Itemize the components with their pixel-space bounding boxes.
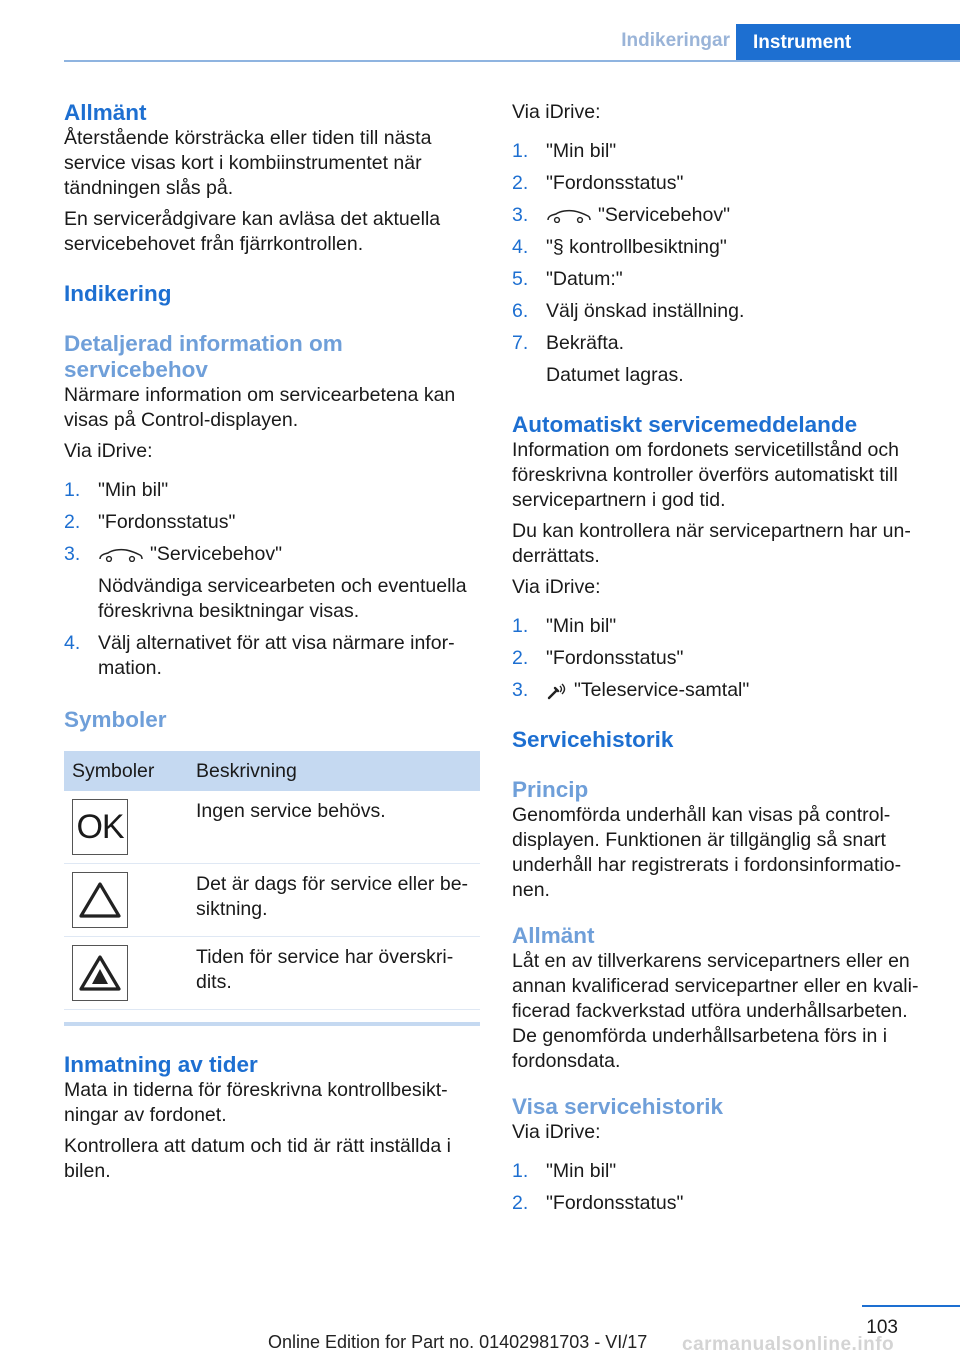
step-text: "Min bil" — [98, 479, 169, 501]
list-item — [512, 171, 930, 196]
header-divider — [64, 60, 960, 62]
header-section: Indikeringar — [621, 30, 730, 51]
step-text: "§ kontrollbesiktning" — [546, 236, 727, 258]
step-text: Bekräfta. — [546, 332, 625, 354]
paragraph: Mata in tiderna för föreskrivna kontrollbesiktningar av fordonet. — [64, 1079, 448, 1126]
footer-divider — [862, 1305, 960, 1307]
list-item — [64, 510, 482, 535]
step-subtext: Datumet lagras. — [546, 364, 684, 386]
via-idrive: Via iDrive: — [512, 1121, 601, 1143]
step-text: "Min bil" — [546, 140, 617, 162]
paragraph: Genomförda underhåll kan visas på control-displayen. Funktionen är tillgänglig så snart underhåll har registrerats i fordonsinformationen. — [512, 804, 902, 901]
heading-detaljerad: Detaljerad information om servicebehov — [64, 331, 343, 382]
paragraph: Du kan kontrollera när servicepartnern har underrättats. — [512, 520, 911, 567]
list-item — [64, 542, 482, 624]
step-number: 3. — [512, 204, 529, 226]
step-text: "Min bil" — [546, 1160, 617, 1182]
table-cell: Ingen service behövs. — [188, 791, 480, 864]
teleservice-icon — [546, 682, 568, 700]
edition-text: Online Edition for Part no. 01402981703 - VI/17 — [268, 1332, 648, 1352]
step-list — [512, 614, 930, 703]
list-item — [512, 235, 930, 260]
step-number: 2. — [512, 647, 529, 669]
table-cell: Det är dags för service eller besiktning. — [188, 864, 480, 937]
step-text: "Fordonsstatus" — [98, 511, 236, 533]
step-text: "Servicebehov" — [598, 204, 730, 226]
step-number: 2. — [512, 1192, 529, 1214]
table-row — [64, 791, 480, 864]
via-idrive: Via iDrive: — [512, 101, 601, 123]
header-chapter-tab: Instrument — [736, 24, 960, 62]
paragraph: Information om fordonets servicetillstånd och föreskrivna kontroller överförs automatiskt till servicepartnern i god tid. — [512, 439, 899, 511]
list-item — [512, 203, 930, 228]
step-number: 7. — [512, 332, 529, 354]
step-text: "Fordonsstatus" — [546, 172, 684, 194]
step-number: 5. — [512, 268, 529, 290]
list-item — [512, 678, 930, 703]
list-item — [512, 1191, 930, 1216]
step-list — [512, 1159, 930, 1216]
step-text: Välj alternativet för att visa närmare information. — [98, 632, 455, 679]
step-number: 1. — [512, 1160, 529, 1182]
step-text: Välj önskad inställning. — [546, 300, 745, 322]
step-subtext: Nödvändiga servicearbeten och eventuella föreskrivna besiktningar visas. — [98, 575, 467, 622]
right-column — [512, 100, 930, 1223]
list-item — [512, 614, 930, 639]
overdue-triangle-icon — [72, 945, 128, 1001]
paragraph: En servicerådgivare kan avläsa det aktuella servicebehovet från fjärrkontrollen. — [64, 208, 441, 255]
left-column — [64, 100, 482, 1190]
heading-symboler: Symboler — [64, 707, 167, 732]
heading-servicehistorik: Servicehistorik — [512, 727, 674, 752]
step-text: "Fordonsstatus" — [546, 1192, 684, 1214]
table-cell: Tiden för service har överskridits. — [188, 937, 480, 1010]
ok-symbol: OK — [72, 799, 128, 855]
step-number: 4. — [64, 632, 81, 654]
heading-automatiskt: Automatiskt servicemeddelande — [512, 412, 858, 437]
symbol-table — [64, 751, 480, 1010]
heading-princip: Princip — [512, 777, 589, 802]
table-row — [64, 864, 480, 937]
step-list — [512, 139, 930, 388]
step-list — [64, 478, 482, 681]
step-number: 1. — [512, 140, 529, 162]
step-number: 2. — [512, 172, 529, 194]
list-item — [512, 139, 930, 164]
step-number: 4. — [512, 236, 529, 258]
paragraph: Låt en av tillverkarens servicepartners eller en annan kvalificerad servicepartner eller en kvalificerad fackverkstad utföra underhållsarbeten. De genomförda underhållsarbetena förs in i fordonsdata. — [512, 950, 919, 1072]
step-number: 1. — [512, 615, 529, 637]
step-text: "Datum:" — [546, 268, 623, 290]
step-number: 1. — [64, 479, 81, 501]
heading-allmant-right: Allmänt — [512, 923, 595, 948]
table-bottom-border — [64, 1022, 480, 1026]
heading-visa-servicehistorik: Visa servicehistorik — [512, 1094, 723, 1119]
step-text: "Fordonsstatus" — [546, 647, 684, 669]
step-text: "Servicebehov" — [150, 543, 282, 565]
step-number: 3. — [64, 543, 81, 565]
table-header-row — [64, 751, 480, 791]
table-row — [64, 937, 480, 1010]
list-item — [64, 631, 482, 681]
via-idrive: Via iDrive: — [64, 440, 153, 462]
list-item — [512, 299, 930, 324]
warning-triangle-icon — [72, 872, 128, 928]
paragraph: Kontrollera att datum och tid är rätt inställda i bilen. — [64, 1135, 451, 1182]
step-text: "Teleservice-samtal" — [574, 679, 750, 701]
list-item — [512, 267, 930, 292]
list-item — [512, 331, 930, 388]
step-number: 6. — [512, 300, 529, 322]
paragraph: Återstående körsträcka eller tiden till nästa service visas kort i kombiinstrumentet när tändningen slås på. — [64, 127, 432, 199]
step-number: 3. — [512, 679, 529, 701]
paragraph: Närmare information om servicearbetena kan visas på Control-displayen. — [64, 384, 456, 431]
via-idrive: Via iDrive: — [512, 576, 601, 598]
car-service-icon — [98, 548, 144, 562]
heading-allmant: Allmänt — [64, 100, 147, 125]
column-header: Symboler — [64, 751, 188, 791]
heading-inmatning: Inmatning av tider — [64, 1052, 258, 1077]
car-service-icon — [546, 209, 592, 223]
heading-indikering: Indikering — [64, 281, 172, 306]
list-item — [512, 1159, 930, 1184]
column-header: Beskrivning — [188, 751, 480, 791]
watermark: carmanualsonline.info — [682, 1334, 895, 1355]
step-number: 2. — [64, 511, 81, 533]
page-number: 103 — [866, 1317, 898, 1338]
list-item — [512, 646, 930, 671]
list-item — [64, 478, 482, 503]
step-text: "Min bil" — [546, 615, 617, 637]
